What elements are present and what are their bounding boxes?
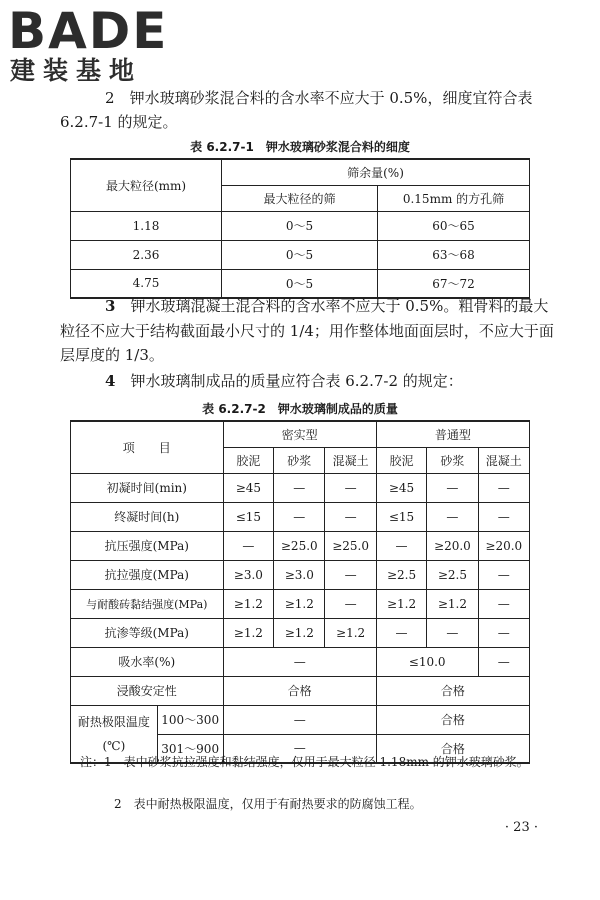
table-cell: — <box>376 618 427 647</box>
table-cell: — <box>325 502 376 531</box>
table-cell: ≥2.5 <box>427 560 478 589</box>
subheader: 砂浆 <box>274 447 325 473</box>
table-cell: 2.36 <box>71 240 222 269</box>
table-cell: — <box>223 734 376 763</box>
table-cell: ≥3.0 <box>223 560 274 589</box>
note-text: 表中砂浆抗拉强度和黏结强度，仅用于最大粒径 1.18mm 的钾水玻璃砂浆。 <box>123 755 529 769</box>
table-cell: — <box>223 705 376 734</box>
table-cell: — <box>478 618 529 647</box>
paragraph-4 <box>60 369 560 393</box>
table-2-caption: 表 6.2.7-2 钾水玻璃制成品的质量 <box>202 402 398 416</box>
table-cell: ≤15 <box>376 502 427 531</box>
table-cell: 301～900 <box>157 734 223 763</box>
table-row <box>71 560 530 589</box>
table-cell: ≥1.2 <box>223 618 274 647</box>
note-number: 2 <box>114 797 122 811</box>
table-cell: ≥20.0 <box>478 531 529 560</box>
subheader: 0.15mm 的方孔筛 <box>378 185 530 211</box>
table-cell: 合格 <box>376 734 529 763</box>
table-cell: 0～5 <box>222 269 378 298</box>
row-label: 终凝时间(h) <box>71 502 224 531</box>
table-row <box>71 531 530 560</box>
table-cell: 合格 <box>376 705 529 734</box>
note-1 <box>80 752 560 772</box>
table-cell: ≥25.0 <box>325 531 376 560</box>
paragraph-3 <box>60 294 560 368</box>
page-number: · 23 · <box>504 820 538 835</box>
table-cell: ≥1.2 <box>274 618 325 647</box>
row-label: 与耐酸砖黏结强度(MPa) <box>71 589 224 618</box>
header-common-type: 普通型 <box>376 421 529 447</box>
table-cell: ≥1.2 <box>223 589 274 618</box>
note-text: 表中耐热极限温度，仅用于有耐热要求的防腐蚀工程。 <box>133 797 422 811</box>
table-cell: 100～300 <box>157 705 223 734</box>
subheader: 胶泥 <box>223 447 274 473</box>
table-cell: 1.18 <box>71 211 222 240</box>
logo-text: BADE <box>8 2 169 60</box>
table-cell: ≥1.2 <box>376 589 427 618</box>
table-row <box>71 211 530 240</box>
table-cell: ≥3.0 <box>274 560 325 589</box>
table-row <box>71 502 530 531</box>
header-sieve-residue: 筛余量(%) <box>222 159 530 185</box>
table-cell: — <box>325 589 376 618</box>
table-cell: ≥1.2 <box>427 589 478 618</box>
subheader: 混凝土 <box>478 447 529 473</box>
table-cell: 67～72 <box>378 269 530 298</box>
table-row <box>71 589 530 618</box>
paragraph-text: 钾水玻璃制成品的质量应符合表 6.2.7-2 的规定： <box>130 372 463 390</box>
row-label: 抗压强度(MPa) <box>71 531 224 560</box>
row-label: 浸酸安定性 <box>71 676 224 705</box>
table-row <box>71 647 530 676</box>
table-cell: — <box>427 473 478 502</box>
subheader: 最大粒径的筛 <box>222 185 378 211</box>
table-row <box>71 240 530 269</box>
table-cell: 0～5 <box>222 211 378 240</box>
table-cell: ≥45 <box>223 473 274 502</box>
row-label: 初凝时间(min) <box>71 473 224 502</box>
subheader: 混凝土 <box>325 447 376 473</box>
table-cell: — <box>274 502 325 531</box>
table-cell: — <box>274 473 325 502</box>
table-cell: — <box>478 560 529 589</box>
logo-subtext: 建装基地 <box>10 56 143 85</box>
table-row <box>71 473 530 502</box>
paragraph-number: 4 <box>105 372 116 390</box>
table-cell: 4.75 <box>71 269 222 298</box>
row-label: 耐热极限温度(℃) <box>71 705 158 763</box>
paragraph-text: 钾水玻璃混凝土混合料的含水率不应大于 0.5%。粗骨料的最大粒径不应大于结构截面最小尺寸的 1/4；用作整体地面面层时，不应大于面层厚度的 1/3。 <box>60 297 554 364</box>
paragraph-text: 钾水玻璃砂浆混合料的含水率不应大于 0.5%，细度宜符合表 6.2.7-1 的规定。 <box>60 89 533 131</box>
table-cell: — <box>325 473 376 502</box>
paragraph-number: 2 <box>105 89 115 107</box>
table-cell: ≥20.0 <box>427 531 478 560</box>
table-cell: — <box>478 502 529 531</box>
table-cell: ≥2.5 <box>376 560 427 589</box>
table-cell: — <box>376 531 427 560</box>
brand-logo <box>8 2 178 86</box>
table-row <box>71 705 530 734</box>
table-cell: — <box>223 531 274 560</box>
table-cell: — <box>223 647 376 676</box>
table-cell: — <box>478 473 529 502</box>
row-label: 抗渗等级(MPa) <box>71 618 224 647</box>
note-2 <box>80 794 560 814</box>
table-cell: 合格 <box>223 676 376 705</box>
table-cell: — <box>478 589 529 618</box>
table-cell: — <box>427 502 478 531</box>
table-cell: 0～5 <box>222 240 378 269</box>
table-cell: 63～68 <box>378 240 530 269</box>
table-1-caption: 表 6.2.7-1 钾水玻璃砂浆混合料的细度 <box>190 140 410 154</box>
table-cell: — <box>478 647 529 676</box>
paragraph-2 <box>60 86 560 134</box>
table-row <box>71 618 530 647</box>
table-cell: ≥1.2 <box>274 589 325 618</box>
note-label: 注： <box>80 755 105 769</box>
table-cell: ≤10.0 <box>376 647 478 676</box>
quality-table <box>70 420 530 764</box>
table-row <box>71 676 530 705</box>
header-max-size: 最大粒径(mm) <box>71 159 222 211</box>
subheader: 砂浆 <box>427 447 478 473</box>
table-cell: ≥45 <box>376 473 427 502</box>
header-dense-type: 密实型 <box>223 421 376 447</box>
table-cell: 60～65 <box>378 211 530 240</box>
table-cell: ≤15 <box>223 502 274 531</box>
fineness-table <box>70 158 530 299</box>
header-item: 项 目 <box>71 421 224 473</box>
table-cell: — <box>427 618 478 647</box>
subheader: 胶泥 <box>376 447 427 473</box>
table-cell: — <box>325 560 376 589</box>
row-label: 吸水率(%) <box>71 647 224 676</box>
table-cell: ≥25.0 <box>274 531 325 560</box>
row-label: 抗拉强度(MPa) <box>71 560 224 589</box>
note-number: 1 <box>104 755 112 769</box>
table-cell: ≥1.2 <box>325 618 376 647</box>
table-cell: 合格 <box>376 676 529 705</box>
paragraph-number: 3 <box>105 297 116 315</box>
